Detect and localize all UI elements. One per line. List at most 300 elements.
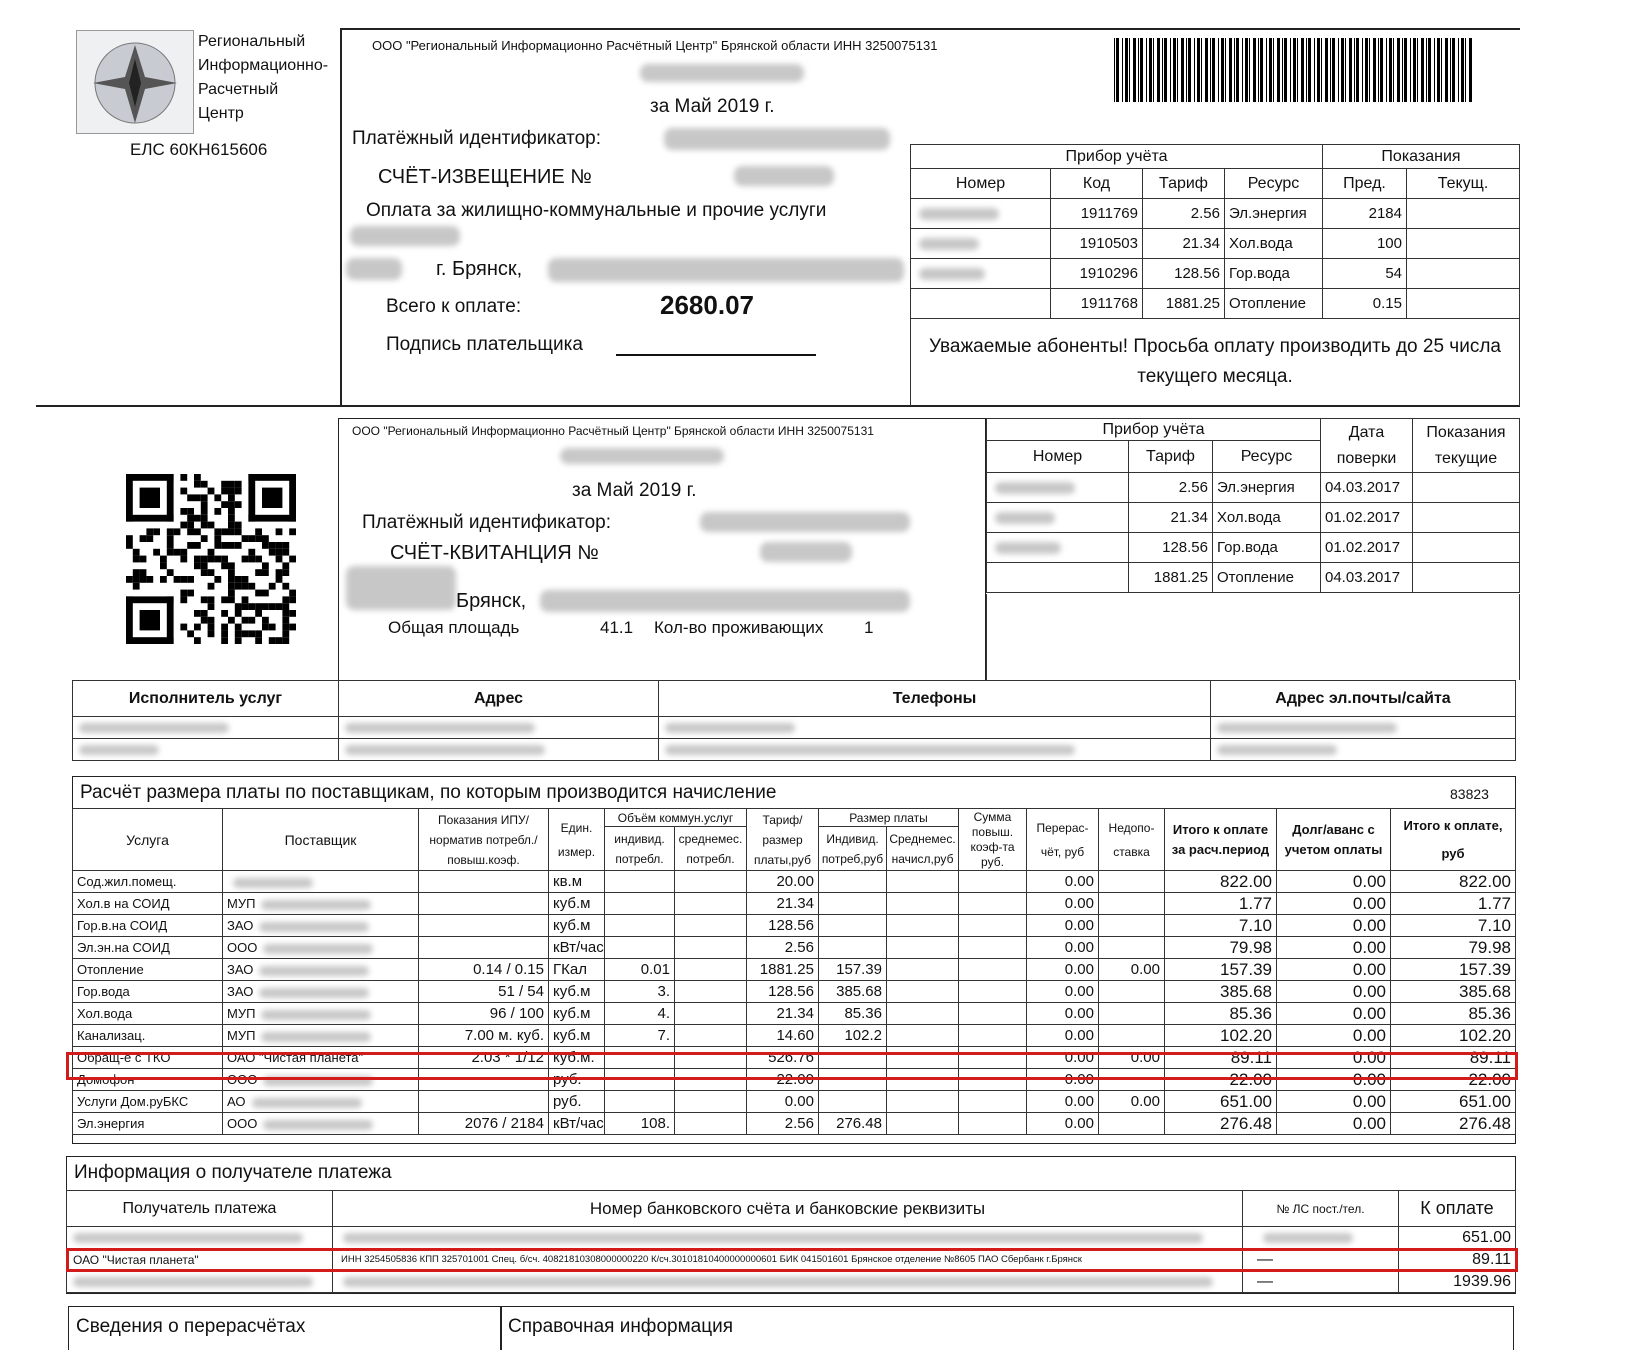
barcode-bar [1205,38,1208,102]
cell-debt: 0.00 [1277,1003,1391,1025]
qr-module [180,549,187,556]
qr-module [255,569,262,576]
qr-finder [126,474,174,481]
qr-module [201,535,208,542]
qr-module [289,610,296,617]
cell-volume-individual [605,937,675,959]
barcode-bar [1314,38,1315,102]
qr-module [208,603,215,610]
qr-module [133,569,140,576]
cell-total: 822.00 [1391,871,1516,893]
barcode-bar [1188,38,1191,102]
barcode-bar [1365,38,1368,102]
redacted [259,988,369,998]
cell-supplier: МУП [223,1025,419,1047]
col-header: Тариф [1129,441,1213,473]
qr-module [208,556,215,563]
meter-number [911,289,1051,319]
qr-module [140,576,147,583]
els-number: ЕЛС 60КН615606 [130,140,268,159]
cell-recalculation: 0.00 [1027,1003,1099,1025]
qr-module [228,617,235,624]
barcode-bar [1242,38,1243,102]
cell-tariff: 14.60 [747,1025,819,1047]
qr-module [276,603,283,610]
cell-charge-individual [819,871,887,893]
barcode-bar [1236,38,1239,102]
cell-unit: куб.м [549,893,605,915]
qr-module [133,583,140,590]
qr-finder [126,596,174,603]
redacted [560,448,724,464]
qr-module [228,596,235,603]
cell-unit: куб.м [549,1003,605,1025]
barcode-bar [1356,38,1359,102]
qr-finder [126,515,174,522]
qr-module [201,569,208,576]
cell-volume-common [675,871,747,893]
qr-module [221,542,228,549]
col-header: Текущ. [1407,169,1520,199]
qr-module [221,630,228,637]
col-header: Показания ИПУ/ норматив потребл./ повыш.коэф. [419,809,549,871]
qr-module [235,630,242,637]
cell-charge-common [887,915,959,937]
barcode-bar [1221,38,1224,102]
meter-prev: 100 [1323,229,1407,259]
qr-module [255,603,262,610]
qr-module [133,556,140,563]
cell-ipu-readings: 2.03 * 1/12 [419,1047,549,1069]
cell-charge-individual: 385.68 [819,981,887,1003]
redacted [700,512,910,532]
qr-module [167,528,174,535]
table-row [73,717,1516,739]
cell-total: 22.00 [1391,1069,1516,1091]
qr-finder [140,488,160,508]
meter-current[interactable] [1407,199,1520,229]
barcode-bar [1380,38,1383,102]
qr-module [221,596,228,603]
qr-module [140,569,147,576]
cell-increase-sum [959,915,1027,937]
qr-module [248,549,255,556]
qr-module [282,562,289,569]
qr-module [194,610,201,617]
providers-table [72,680,1516,761]
qr-module [228,569,235,576]
barcode-bar [1149,38,1152,102]
meter-number [987,563,1129,593]
cell-total-period: 385.68 [1165,981,1277,1003]
col-header: Индивид. потреб,руб [819,827,887,871]
col-header: среднемес. потребл. [675,827,747,871]
qr-module [208,630,215,637]
qr-module [255,535,262,542]
barcode-bar [1116,38,1119,102]
cell-supplier: ЗАО [223,915,419,937]
qr-module [235,603,242,610]
receipt-org: ООО "Региональный Информационно Расчётный Центр" Брянской области ИНН 3250075131 [352,424,874,438]
cell-tariff: 0.00 [747,1091,819,1113]
recipient-name: ОАО "Чистая планета" [67,1249,333,1271]
barcode-bar [1260,38,1263,102]
cell-ipu-readings [419,915,549,937]
meter-current[interactable] [1413,503,1520,533]
qr-module [201,617,208,624]
cell-total: 85.36 [1391,1003,1516,1025]
col-header: Един. измер. [549,809,605,871]
qr-module [201,522,208,529]
qr-module [248,556,255,563]
qr-module [214,494,221,501]
cell-charge-common [887,981,959,1003]
barcode-bar [1378,38,1379,102]
barcode-bar [1393,38,1394,102]
qr-module [235,481,242,488]
cell-volume-common [675,1003,747,1025]
cell-supplier: МУП [223,1003,419,1025]
barcode-bar [1450,38,1451,102]
qr-module [194,515,201,522]
qr-finder [126,637,174,644]
cell-unit: руб. [549,1069,605,1091]
table-row [987,533,1520,563]
notice-city: г. Брянск, [436,258,523,280]
table-row [987,473,1520,503]
receipt-doc-title: СЧЁТ-КВИТАНЦИЯ № [390,542,599,564]
cell-total: 276.48 [1391,1113,1516,1135]
qr-module [282,610,289,617]
cell-supplier: ООО [223,1113,419,1135]
meter-tariff: 1881.25 [1143,289,1225,319]
barcode-bar [1437,38,1440,102]
barcode-bar [1282,38,1283,102]
qr-finder [167,596,174,644]
cell-volume-individual [605,915,675,937]
qr-finder [167,474,174,522]
logo-line: Центр [198,105,244,122]
barcode-bar [1345,38,1346,102]
qr-module [187,522,194,529]
qr-module [180,488,187,495]
cell-volume-individual [605,871,675,893]
qr-module [221,528,228,535]
meter-prev: 54 [1323,259,1407,289]
cell-increase-sum [959,1003,1027,1025]
barcode-bar [1177,38,1178,102]
barcode-bar [1212,38,1215,102]
barcode-bar [1397,38,1400,102]
col-header: индивид. потребл. [605,827,675,871]
qr-module [180,474,187,481]
col-header: К оплате [1399,1191,1516,1227]
qr-module [146,535,153,542]
qr-module [214,542,221,549]
cell-service: Гор.вода [73,981,223,1003]
qr-module [187,576,194,583]
receipt-payment-id-label: Платёжный идентификатор: [362,512,612,533]
barcode-bar [1140,38,1143,102]
qr-module [269,624,276,631]
amount: 1939.96 [1399,1271,1516,1293]
cell-recalculation: 0.00 [1027,1091,1099,1113]
cell-tariff: 2.56 [747,1113,819,1135]
cell-charge-common [887,959,959,981]
meter-current[interactable] [1413,473,1520,503]
table-row [73,1003,1516,1025]
barcode-bar [1273,38,1274,102]
cell-service: Гор.в.на СОИД [73,915,223,937]
cell-undersupply [1099,871,1165,893]
cell-tariff: 20.00 [747,871,819,893]
meter-prev: 0.15 [1323,289,1407,319]
table-row [73,1025,1516,1047]
redacted [261,900,371,910]
qr-module [248,630,255,637]
recalc-info-title: Сведения о перерасчётах [76,1316,306,1337]
cell-tariff: 21.34 [747,893,819,915]
barcode-bar [1258,38,1259,102]
redacted [350,226,460,246]
qr-module [221,556,228,563]
qr-module [276,556,283,563]
cell-tariff: 22.00 [747,1069,819,1091]
qr-module [262,542,269,549]
qr-module [248,617,255,624]
col-header: Номер [911,169,1051,199]
cell-charge-common [887,893,959,915]
cell-charge-individual: 102.2 [819,1025,887,1047]
meter-current[interactable] [1407,229,1520,259]
cell-volume-individual: 108. [605,1113,675,1135]
cell-total: 157.39 [1391,959,1516,981]
notice-doc-title: СЧЁТ-ИЗВЕЩЕНИЕ № [378,166,592,188]
cell-ipu-readings: 96 / 100 [419,1003,549,1025]
cell-charge-common [887,1091,959,1113]
qr-module [228,515,235,522]
bank-details: ИНН 3254505836 КПП 325701001 Спец. б/сч. 40821810308000000220 К/сч.30101810400000000601 БИК 041501601 Брянское отделение №8605 ПАО Сбербанк г.Брянск [333,1249,1243,1271]
qr-module [194,562,201,569]
cell-volume-common [675,893,747,915]
table-row [73,981,1516,1003]
qr-module [228,590,235,597]
qr-module [269,542,276,549]
cell-ipu-readings: 51 / 54 [419,981,549,1003]
cell-total-period: 822.00 [1165,871,1277,893]
cell-total-period: 276.48 [1165,1113,1277,1135]
meter-current[interactable] [1413,533,1520,563]
cell-debt: 0.00 [1277,959,1391,981]
cell-service: Домофон [73,1069,223,1091]
qr-module [208,617,215,624]
cell-service: Сод.жил.помещ. [73,871,223,893]
qr-module [180,556,187,563]
cell-charge-common [887,937,959,959]
cell-total-period: 85.36 [1165,1003,1277,1025]
qr-module [140,556,147,563]
barcode-bar [1266,38,1267,102]
barcode-bar [1349,38,1352,102]
qr-module [235,528,242,535]
qr-module [269,603,276,610]
qr-module [208,624,215,631]
qr-module [248,535,255,542]
qr-module [228,562,235,569]
qr-module [228,576,235,583]
qr-module [187,508,194,515]
barcode [1114,38,1474,102]
cell-total-period: 1.77 [1165,893,1277,915]
qr-code [126,474,296,644]
qr-module [282,637,289,644]
meter-resource: Эл.энергия [1213,473,1321,503]
qr-module [282,542,289,549]
qr-module [235,542,242,549]
qr-module [194,624,201,631]
qr-module [201,562,208,569]
barcode-bar [1362,38,1363,102]
redacted [263,944,373,954]
barcode-bar [1229,38,1232,102]
cell-total-period: 157.39 [1165,959,1277,981]
barcode-bar [1386,38,1387,102]
cell-volume-common [675,959,747,981]
barcode-bar [1269,38,1272,102]
meters-group-header: Прибор учёта [911,145,1323,169]
qr-module [282,549,289,556]
notice-total-label: Всего к оплате: [386,296,522,317]
qr-module [201,610,208,617]
cell-charge-individual [819,915,887,937]
col-header: Тариф [1143,169,1225,199]
cell-total: 89.11 [1391,1047,1516,1069]
barcode-bar [1194,38,1195,102]
barcode-bar [1330,38,1331,102]
meter-current[interactable] [1407,259,1520,289]
qr-module [214,535,221,542]
barcode-bar [1301,38,1304,102]
redacted [263,1120,373,1130]
qr-module [242,596,249,603]
cell-charge-individual: 157.39 [819,959,887,981]
cell-supplier [223,871,419,893]
qr-module [289,528,296,535]
qr-module [201,515,208,522]
cell-ipu-readings [419,1091,549,1113]
col-header: Исполнитель услуг [73,681,339,717]
logo-line: Региональный [198,33,306,50]
cell-recalculation: 0.00 [1027,1069,1099,1091]
cell-tariff: 1881.25 [747,959,819,981]
redacted [252,1098,362,1108]
barcode-bar [1428,38,1431,102]
qr-module [228,501,235,508]
cell-debt: 0.00 [1277,981,1391,1003]
col-header: Пред. [1323,169,1407,199]
barcode-bar [1458,38,1459,102]
qr-module [201,596,208,603]
qr-finder [248,474,296,481]
cell-undersupply: 0.00 [1099,1091,1165,1113]
barcode-bar [1173,38,1176,102]
cell-total-period: 79.98 [1165,937,1277,959]
cell-debt: 0.00 [1277,1069,1391,1091]
qr-module [153,549,160,556]
qr-module [221,562,228,569]
qr-module [160,562,167,569]
readings-group-header: Показания [1323,145,1520,169]
redacted [548,258,904,282]
cell-unit: руб. [549,1091,605,1113]
qr-module [289,556,296,563]
barcode-bar [1277,38,1280,102]
qr-module [126,542,133,549]
qr-module [201,501,208,508]
qr-module [194,494,201,501]
meter-resource: Эл.энергия [1225,199,1323,229]
barcode-bar [1321,38,1322,102]
qr-module [282,596,289,603]
barcode-bar [1125,38,1128,102]
qr-module [194,528,201,535]
col-header: Сумма повыш. коэф-та руб. [959,809,1027,871]
qr-module [228,494,235,501]
qr-module [167,569,174,576]
cell-increase-sum [959,1025,1027,1047]
meter-current[interactable] [1407,289,1520,319]
meter-tariff: 2.56 [1143,199,1225,229]
cell-service: Хол.вода [73,1003,223,1025]
cell-total: 102.20 [1391,1025,1516,1047]
qr-finder [248,515,296,522]
meter-number [911,259,1051,289]
meter-tariff: 1881.25 [1129,563,1213,593]
cell-supplier: ОАО "Чистая планета" [223,1047,419,1069]
cell-unit: куб.м. [549,1047,605,1069]
barcode-bar [1465,38,1466,102]
qr-module [276,576,283,583]
cell-charge-individual [819,937,887,959]
qr-module [160,576,167,583]
qr-module [289,590,296,597]
cell-total-period: 651.00 [1165,1091,1277,1113]
cell-recalculation: 0.00 [1027,1025,1099,1047]
barcode-bar [1234,38,1235,102]
meter-resource: Отопление [1225,289,1323,319]
notice-signature-label: Подпись плательщика [386,334,583,355]
meter-current[interactable] [1413,563,1520,593]
qr-module [180,596,187,603]
meter-tariff: 21.34 [1143,229,1225,259]
qr-module [201,481,208,488]
qr-module [235,488,242,495]
cell-volume-individual: 4. [605,1003,675,1025]
qr-module [174,576,181,583]
qr-module [228,481,235,488]
barcode-bar [1114,38,1115,102]
barcode-bar [1218,38,1219,102]
col-header: Услуга [73,809,223,871]
cell-ipu-readings: 7.00 м. куб. [419,1025,549,1047]
cell-volume-common [675,981,747,1003]
qr-module [180,624,187,631]
qr-module [160,556,167,563]
qr-module [201,494,208,501]
meter-number [987,533,1129,563]
notice-payment-id-label: Платёжный идентификатор: [352,128,602,149]
qr-module [276,549,283,556]
